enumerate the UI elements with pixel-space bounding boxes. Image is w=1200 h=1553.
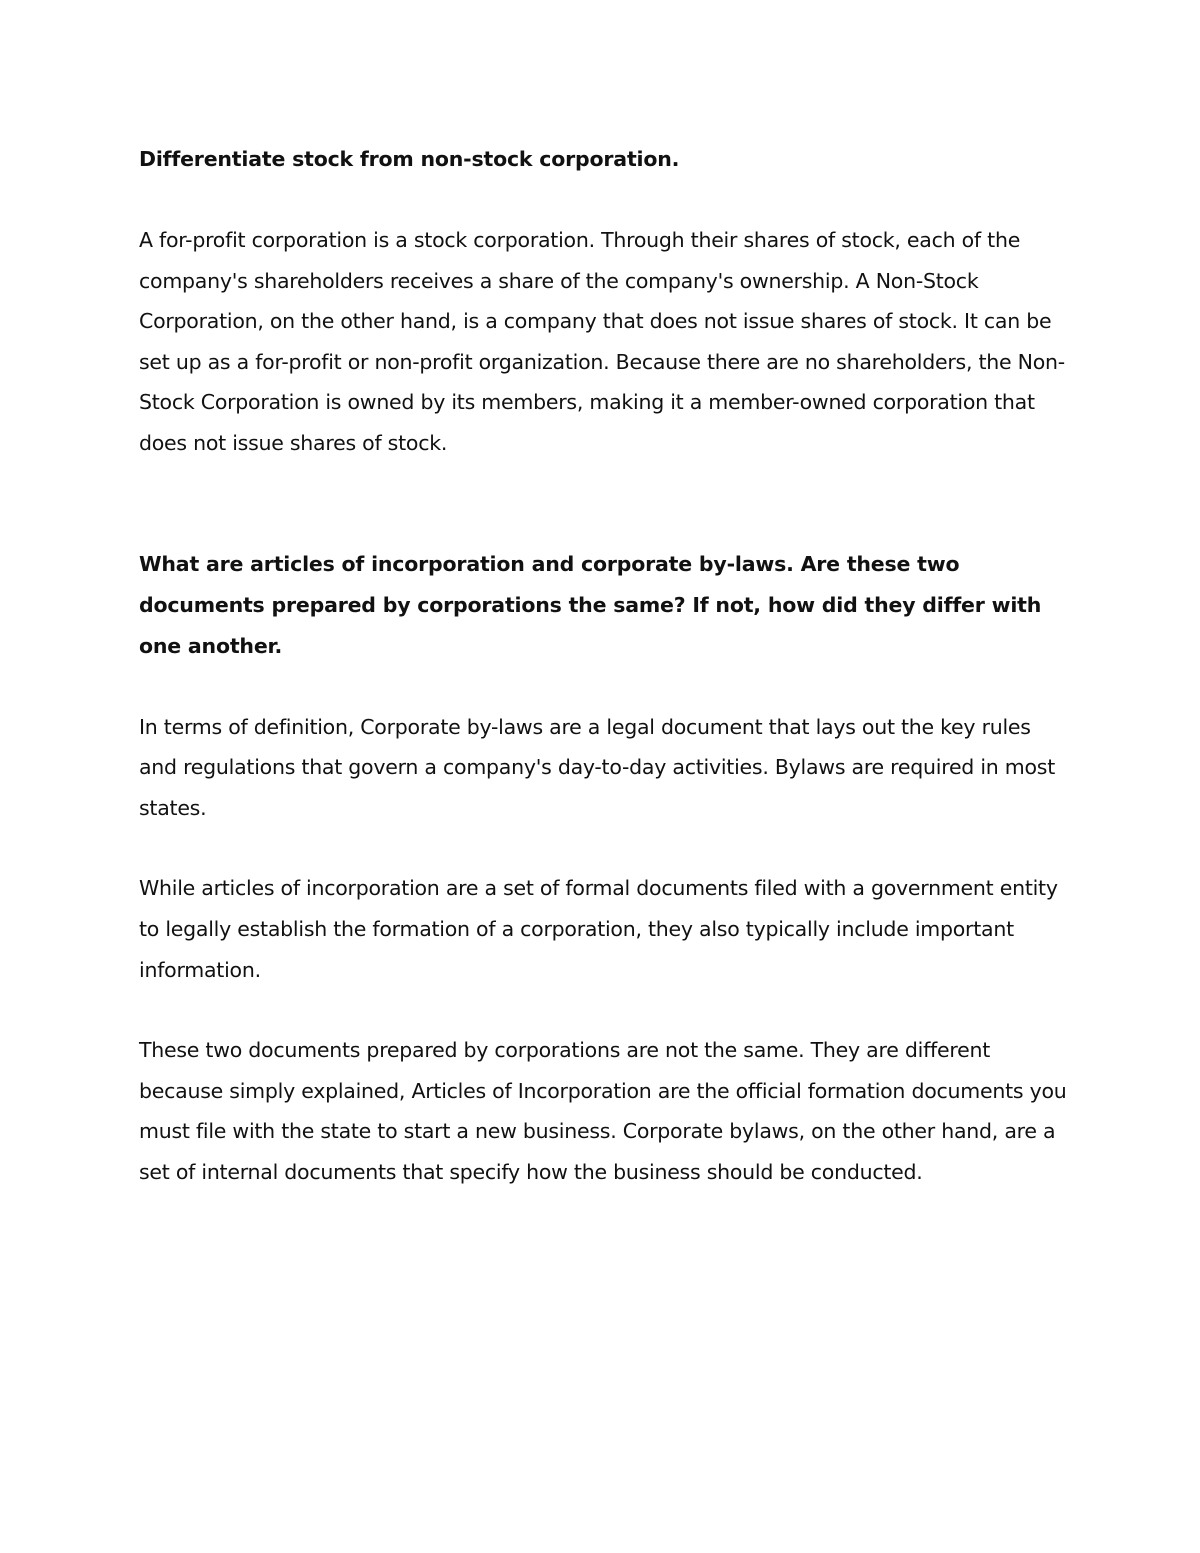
answer-paragraph: A for-profit corporation is a stock corporation. Through their shares of stock, each of the company's shareholders receives a share of the company's ownership. A Non-Stock Corporation, on the other hand, is a company that does not issue shares of stock. It can be set up as a for-profit or non-profit organization. Because there are no shareholders, the Non-Stock Corporation is owned by its members, making it a member-owned corporation that does not issue shares of stock. — [139, 228, 1065, 455]
document-page — [139, 139, 1074, 1193]
answer-paragraph: These two documents prepared by corporations are not the same. They are different because simply explained, Articles of Incorporation are the official formation documents you must file with the state to start a new business. Corporate bylaws, on the other hand, are a set of internal documents that specify how the business should be conducted. — [139, 1038, 1067, 1184]
answer-paragraph: While articles of incorporation are a set of formal documents filed with a government entity to legally establish the formation of a corporation, they also typically include important information. — [139, 876, 1058, 982]
answer-paragraph: In terms of definition, Corporate by-laws are a legal document that lays out the key rules and regulations that govern a company's day-to-day activities. Bylaws are required in most states. — [139, 714, 1056, 820]
section-heading-stock-vs-nonstock: Differentiate stock from non-stock corporation. — [139, 147, 680, 171]
section-heading-articles-vs-bylaws: What are articles of incorporation and corporate by-laws. Are these two documents prepared by corporations the same? If not, how did they differ with one another. — [139, 551, 1042, 658]
